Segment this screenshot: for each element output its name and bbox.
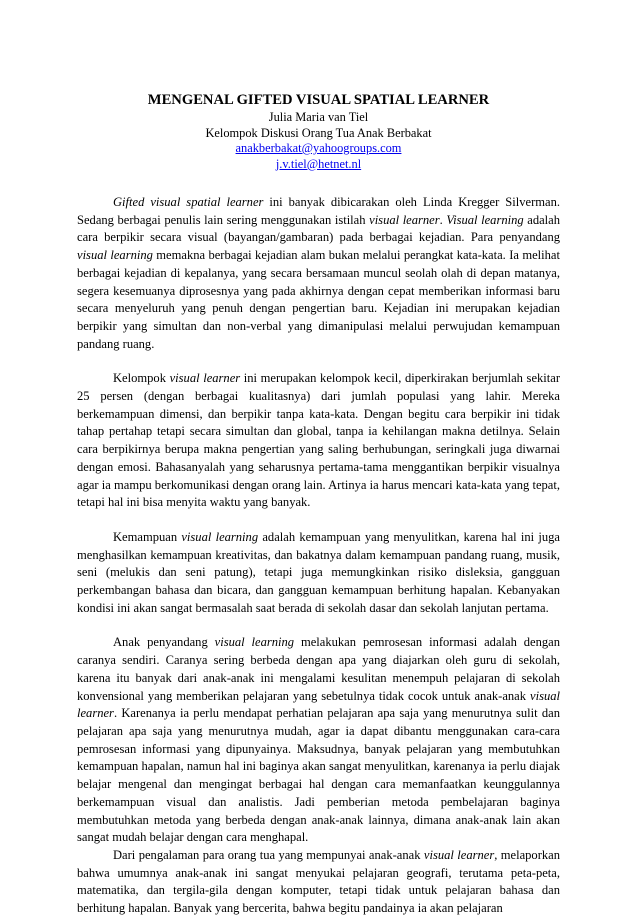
text-run: Anak penyandang [113, 635, 215, 650]
text-run: . Karenanya ia perlu mendapat perhatian pelajaran apa saja yang menurutnya sulit dan pelajaran apa saja yang menurutnya mudah, agar ia dapat dibantu menggunakan cara-cara pemrosesan informasi yang dipunyainya. Maksudnya, banyak pelajaran yang membutuhkan kemampuan hapalan, namun hal ini baginya akan sangat menyulitkan, karenanya ia perlu diajak belajar mengenal dan mengingat berbagai hal dengan cara memanfaatkan keunggulannya berkemampuan visual dan analistis. Jadi pemberian metoda pembelajaran baginya membutuhkan metoda yang berbeda dengan anak-anak lainnya, dimana anak-anak lain akan sangat mudah belajar dengan cara menghapal. [77, 706, 560, 845]
text-run: adalah kemampuan yang menyulitkan, karena hal ini juga menghasilkan kemampuan kreativitas, dan bakatnya dalam kemampuan pandang ruang, musik, seni (melukis dan seni patung), tetapi juga memungkinkan risiko disleksia, gangguan perkembangan bahasa dan bicara, dan gangguan kemampuan berhitung hapalan. Kebanyakan kondisi ini akan sangat bermasalah saat berada di sekolah dasar dan sekolah lanjutan pertama. [77, 529, 561, 615]
document-body [77, 194, 560, 918]
text-run: adalah cara berpikir secara visual (bayangan/gambaran) pada berbagai kejadian. Para penyandang [77, 212, 560, 245]
paragraph [77, 847, 560, 918]
italic-term: visual learning [214, 635, 295, 650]
document-title: MENGENAL GIFTED VISUAL SPATIAL LEARNER [147, 92, 490, 108]
document-header [77, 92, 560, 172]
text-run: Dari pengalaman para orang tua yang mempunyai anak-anak [113, 847, 424, 862]
text-run: . [439, 212, 447, 227]
text-run: memakna berbagai kejadian alam bukan melalui perangkat kata-kata. Ia melihat berbagai kejadian di kepalanya, yang secara bersamaan muncul seolah olah di depan matanya, segera kesemuanya diprosesnya yang pada akhirnya dengan cepat memberikan informasi baru secara menyeluruh yang penuh dengan pengertian baru. Kejadian ini merupakan kejadian berpikir yang simultan dan non-verbal yang dimanipulasi melalui perwujudan kemampuan pandang ruang. [77, 248, 560, 351]
paragraph [77, 634, 560, 846]
text-run: Kemampuan [113, 529, 182, 544]
text-run: ini banyak dibicarakan oleh Linda Kregger Silverman. Sedang berbagai penulis lain sering menggunakan istilah [77, 195, 560, 227]
italic-term: visual learner [169, 371, 241, 386]
paragraph [77, 370, 560, 512]
group-name: Kelompok Diskusi Orang Tua Anak Berbakat [205, 125, 432, 140]
email-link-group[interactable]: anakberbakat@yahoogroups.com [235, 141, 402, 155]
text-run: ini merupakan kelompok kecil, diperkirakan berjumlah sekitar 25 persen (dengan berbagai kualitasnya) dari jumlah populasi yang lahir. Mereka berkemampuan dimensi, dan berpikir tanpa kata-kata. Dengan begitu cara berpikir ini tidak tahap pertahap tetapi secara simultan dan global, tanpa ia kehilangan makna detilnya. Selain cara berpikirnya berupa makna pengertian yang saling berhubungan, seringkali juga diwarnai dengan emosi. Bahasanyalah yang seharusnya pertama-tama menggantikan berpikir visualnya agar ia mampu berkomunikasi dengan orang lain. Artinya ia harus mencari kata-kata yang tepat, tetapi hal ini bisa menyita waktu yang banyak. [77, 371, 560, 510]
author-name: Julia Maria van Tiel [268, 110, 369, 124]
italic-term: Gifted visual spatial learner [113, 195, 264, 209]
italic-term: visual learner [423, 847, 495, 862]
text-run: , melaporkan bahwa umumnya anak-anak ini sangat menyukai pelajaran geografi, terutama peta-peta, matematika, dan tergila-gila dengan komputer, tetapi tidak untuk pelajaran bahasa dan berhitung hapalan. Banyak yang bercerita, bahwa begitu pandainya ia akan pelajaran [77, 847, 560, 916]
email-link-author[interactable]: j.v.tiel@hetnet.nl [275, 156, 362, 171]
paragraph [77, 194, 560, 353]
text-run: Kelompok [113, 371, 170, 386]
italic-term: visual learner [77, 688, 560, 721]
italic-term: visual learning [77, 248, 153, 263]
italic-term: Visual learning [446, 212, 524, 227]
italic-term: visual learning [181, 529, 259, 544]
italic-term: visual learner [369, 212, 440, 227]
text-run: melakukan pemrosesan informasi adalah dengan caranya sendiri. Caranya sering berbeda dengan apa yang diajarkan oleh guru di sekolah, karena itu banyak dari anak-anak ini mengalami kesulitan menempuh pelajaran di sekolah konvensional yang memberikan pelajaran yang sebetulnya tidak cocok untuk anak-anak [77, 635, 560, 703]
paragraph [77, 529, 560, 618]
